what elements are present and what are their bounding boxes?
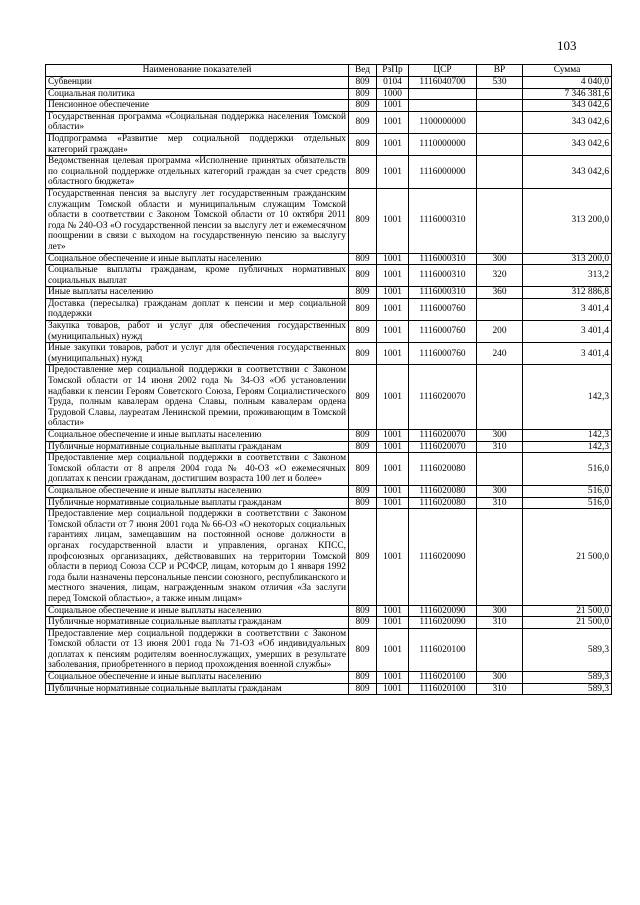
cell-rzpr: 1001 xyxy=(377,343,409,365)
table-row xyxy=(46,497,612,509)
header-ved: Вед xyxy=(349,65,377,77)
table-row xyxy=(46,88,612,100)
cell-ved: 809 xyxy=(349,298,377,320)
table-row xyxy=(46,298,612,320)
cell-csr: 1116000310 xyxy=(409,265,477,287)
cell-vr: 310 xyxy=(477,683,523,695)
cell-ved: 809 xyxy=(349,485,377,497)
cell-name: Иные выплаты населению xyxy=(46,287,349,299)
cell-name: Публичные нормативные социальные выплаты гражданам xyxy=(46,617,349,629)
table-row xyxy=(46,617,612,629)
cell-sum: 312 886,8 xyxy=(523,287,612,299)
cell-ved: 809 xyxy=(349,430,377,442)
cell-name: Предоставление мер социальной поддержки в соответствии с Законом Томской области от 8 апреля 2004 года № 40-ОЗ «О ежемесячных доплатах к пенсии гражданам, достигшим возраста 100 лет и более» xyxy=(46,453,349,486)
cell-vr: 360 xyxy=(477,287,523,299)
cell-sum: 21 500,0 xyxy=(523,509,612,605)
cell-name: Пенсионное обеспечение xyxy=(46,100,349,112)
table-row xyxy=(46,111,612,133)
cell-rzpr: 1001 xyxy=(377,617,409,629)
cell-sum: 343 042,6 xyxy=(523,156,612,189)
cell-vr: 240 xyxy=(477,343,523,365)
cell-vr xyxy=(477,628,523,671)
cell-name: Публичные нормативные социальные выплаты гражданам xyxy=(46,497,349,509)
cell-csr: 1116020080 xyxy=(409,453,477,486)
cell-ved: 809 xyxy=(349,672,377,684)
header-vr: ВР xyxy=(477,65,523,77)
cell-sum: 343 042,6 xyxy=(523,111,612,133)
cell-rzpr: 0104 xyxy=(377,77,409,89)
cell-csr: 1116020080 xyxy=(409,485,477,497)
cell-csr: 1116020090 xyxy=(409,605,477,617)
cell-sum: 4 040,0 xyxy=(523,77,612,89)
cell-sum: 142,3 xyxy=(523,365,612,430)
cell-csr: 1116020100 xyxy=(409,628,477,671)
cell-csr: 1110000000 xyxy=(409,133,477,155)
cell-ved: 809 xyxy=(349,88,377,100)
cell-csr: 1116020090 xyxy=(409,509,477,605)
cell-vr xyxy=(477,365,523,430)
cell-rzpr: 1001 xyxy=(377,265,409,287)
cell-ved: 809 xyxy=(349,343,377,365)
table-row xyxy=(46,485,612,497)
cell-name: Социальные выплаты гражданам, кроме публичных нормативных социальных выплат xyxy=(46,265,349,287)
cell-csr: 1116000760 xyxy=(409,321,477,343)
cell-name: Предоставление мер социальной поддержки в соответствии с Законом Томской области от 14 июня 2002 года № 34-ОЗ «Об установлении надбавки к пенсии Героям Советского Союза, Героям Социалистического Труда, полным кавалерам ордена Славы, полным кавалерам ордена Трудовой Славы, лауреатам Ленинской премии, проживающим в Томской области» xyxy=(46,365,349,430)
cell-vr: 310 xyxy=(477,497,523,509)
cell-sum: 3 401,4 xyxy=(523,298,612,320)
cell-ved: 809 xyxy=(349,321,377,343)
cell-ved: 809 xyxy=(349,365,377,430)
cell-vr: 300 xyxy=(477,253,523,265)
cell-rzpr: 1001 xyxy=(377,253,409,265)
table-row xyxy=(46,287,612,299)
cell-name: Доставка (пересылка) гражданам доплат к пенсии и мер социальной поддержки xyxy=(46,298,349,320)
table-row xyxy=(46,343,612,365)
cell-rzpr: 1001 xyxy=(377,497,409,509)
budget-table xyxy=(45,64,612,695)
cell-sum: 7 346 381,6 xyxy=(523,88,612,100)
cell-csr: 1116020070 xyxy=(409,365,477,430)
cell-name: Субвенции xyxy=(46,77,349,89)
cell-vr xyxy=(477,188,523,253)
table-row xyxy=(46,188,612,253)
cell-rzpr: 1001 xyxy=(377,156,409,189)
cell-ved: 809 xyxy=(349,441,377,453)
cell-sum: 589,3 xyxy=(523,672,612,684)
table-row xyxy=(46,509,612,605)
cell-name: Публичные нормативные социальные выплаты гражданам xyxy=(46,683,349,695)
cell-vr: 300 xyxy=(477,605,523,617)
cell-rzpr: 1001 xyxy=(377,628,409,671)
cell-ved: 809 xyxy=(349,133,377,155)
cell-vr: 200 xyxy=(477,321,523,343)
cell-vr: 300 xyxy=(477,485,523,497)
cell-sum: 343 042,6 xyxy=(523,100,612,112)
cell-csr: 1116000000 xyxy=(409,156,477,189)
cell-ved: 809 xyxy=(349,605,377,617)
cell-vr: 310 xyxy=(477,617,523,629)
cell-vr: 530 xyxy=(477,77,523,89)
table-row xyxy=(46,605,612,617)
cell-csr: 1116020070 xyxy=(409,430,477,442)
cell-csr: 1116020080 xyxy=(409,497,477,509)
cell-name: Публичные нормативные социальные выплаты гражданам xyxy=(46,441,349,453)
cell-csr xyxy=(409,88,477,100)
cell-rzpr: 1001 xyxy=(377,100,409,112)
cell-vr xyxy=(477,298,523,320)
cell-sum: 3 401,4 xyxy=(523,343,612,365)
cell-rzpr: 1001 xyxy=(377,298,409,320)
cell-sum: 516,0 xyxy=(523,485,612,497)
cell-name: Иные закупки товаров, работ и услуг для обеспечения государственных (муниципальных) нужд xyxy=(46,343,349,365)
cell-vr xyxy=(477,156,523,189)
cell-sum: 343 042,6 xyxy=(523,133,612,155)
cell-rzpr: 1001 xyxy=(377,133,409,155)
header-csr: ЦСР xyxy=(409,65,477,77)
cell-rzpr: 1001 xyxy=(377,605,409,617)
cell-name: Социальное обеспечение и иные выплаты населению xyxy=(46,605,349,617)
cell-sum: 516,0 xyxy=(523,453,612,486)
cell-csr: 1100000000 xyxy=(409,111,477,133)
table-row xyxy=(46,453,612,486)
cell-sum: 313 200,0 xyxy=(523,253,612,265)
table-row xyxy=(46,133,612,155)
cell-rzpr: 1001 xyxy=(377,453,409,486)
cell-sum: 589,3 xyxy=(523,628,612,671)
header-rzpr: РзПр xyxy=(377,65,409,77)
cell-vr: 310 xyxy=(477,441,523,453)
cell-rzpr: 1001 xyxy=(377,321,409,343)
cell-sum: 313,2 xyxy=(523,265,612,287)
table-row xyxy=(46,253,612,265)
cell-ved: 809 xyxy=(349,683,377,695)
cell-vr xyxy=(477,509,523,605)
cell-csr: 1116020090 xyxy=(409,617,477,629)
table-row xyxy=(46,265,612,287)
cell-name: Государственная пенсия за выслугу лет государственным гражданским служащим Томской области и муниципальным служащим Томской области в соответствии с Законом Томской области от 10 октября 2011 года № 240-ОЗ «О государственной пенсии за выслугу лет и ежемесячном поощрении в связи с выходом на государственную пенсию за выслугу лет» xyxy=(46,188,349,253)
cell-name: Социальное обеспечение и иные выплаты населению xyxy=(46,485,349,497)
cell-ved: 809 xyxy=(349,111,377,133)
cell-ved: 809 xyxy=(349,509,377,605)
table-row xyxy=(46,628,612,671)
header-name: Наименование показателей xyxy=(46,65,349,77)
table-header-row xyxy=(46,65,612,77)
cell-sum: 142,3 xyxy=(523,430,612,442)
cell-rzpr: 1001 xyxy=(377,188,409,253)
cell-rzpr: 1000 xyxy=(377,88,409,100)
cell-ved: 809 xyxy=(349,497,377,509)
cell-sum: 313 200,0 xyxy=(523,188,612,253)
cell-ved: 809 xyxy=(349,453,377,486)
table-row xyxy=(46,156,612,189)
page-number: 103 xyxy=(557,38,577,53)
table-row xyxy=(46,365,612,430)
cell-csr: 1116020100 xyxy=(409,672,477,684)
cell-name: Социальная политика xyxy=(46,88,349,100)
cell-name: Социальное обеспечение и иные выплаты населению xyxy=(46,430,349,442)
cell-csr: 1116020100 xyxy=(409,683,477,695)
cell-sum: 21 500,0 xyxy=(523,617,612,629)
cell-vr xyxy=(477,88,523,100)
cell-name: Ведомственная целевая программа «Исполнение принятых обязательств по социальной поддержке отдельных категорий граждан за счет средств областного бюджета» xyxy=(46,156,349,189)
cell-csr xyxy=(409,100,477,112)
cell-csr: 1116000310 xyxy=(409,253,477,265)
cell-rzpr: 1001 xyxy=(377,287,409,299)
cell-sum: 589,3 xyxy=(523,683,612,695)
cell-vr: 300 xyxy=(477,430,523,442)
cell-sum: 516,0 xyxy=(523,497,612,509)
cell-vr: 320 xyxy=(477,265,523,287)
cell-ved: 809 xyxy=(349,287,377,299)
table-row xyxy=(46,683,612,695)
cell-rzpr: 1001 xyxy=(377,441,409,453)
cell-rzpr: 1001 xyxy=(377,365,409,430)
cell-csr: 1116020070 xyxy=(409,441,477,453)
cell-ved: 809 xyxy=(349,253,377,265)
cell-vr xyxy=(477,453,523,486)
cell-name: Социальное обеспечение и иные выплаты населению xyxy=(46,253,349,265)
cell-name: Социальное обеспечение и иные выплаты населению xyxy=(46,672,349,684)
cell-rzpr: 1001 xyxy=(377,111,409,133)
cell-rzpr: 1001 xyxy=(377,430,409,442)
table-row xyxy=(46,672,612,684)
cell-ved: 809 xyxy=(349,77,377,89)
cell-ved: 809 xyxy=(349,617,377,629)
cell-csr: 1116000760 xyxy=(409,298,477,320)
cell-vr: 300 xyxy=(477,672,523,684)
cell-rzpr: 1001 xyxy=(377,485,409,497)
cell-name: Предоставление мер социальной поддержки в соответствии с Законом Томской области от 13 июня 2001 года № 71-ОЗ «Об индивидуальных доплатах к пенсиям родителям военнослужащих, умерших в результате заболевания, приобретенного в период прохождения военной службы» xyxy=(46,628,349,671)
cell-name: Государственная программа «Социальная поддержка населения Томской области» xyxy=(46,111,349,133)
cell-name: Подпрограмма «Развитие мер социальной поддержки отдельных категорий граждан» xyxy=(46,133,349,155)
cell-sum: 142,3 xyxy=(523,441,612,453)
cell-csr: 1116000310 xyxy=(409,188,477,253)
cell-sum: 3 401,4 xyxy=(523,321,612,343)
table-row xyxy=(46,430,612,442)
cell-sum: 21 500,0 xyxy=(523,605,612,617)
cell-rzpr: 1001 xyxy=(377,509,409,605)
cell-rzpr: 1001 xyxy=(377,672,409,684)
cell-ved: 809 xyxy=(349,628,377,671)
cell-csr: 1116040700 xyxy=(409,77,477,89)
header-sum: Сумма xyxy=(523,65,612,77)
table-row xyxy=(46,321,612,343)
cell-name: Закупка товаров, работ и услуг для обеспечения государственных (муниципальных) нужд xyxy=(46,321,349,343)
cell-name: Предоставление мер социальной поддержки в соответствии с Законом Томской области от 7 июня 2001 года № 66-ОЗ «О некоторых социальных гарантиях лицам, замещавшим на постоянной основе должности в органах государственной власти и управления, органах КПСС, профсоюзных организациях, действовавших на территории Томской области в период Союза ССР и РСФСР, лицам, которым до 1 января 1992 года были назначены персональные пенсии союзного, республиканского и местного значения, лицам, награжденным знаком отличия «За заслуги перед Томской областью», а также иным лицам» xyxy=(46,509,349,605)
table-row xyxy=(46,77,612,89)
cell-ved: 809 xyxy=(349,265,377,287)
cell-vr xyxy=(477,111,523,133)
cell-rzpr: 1001 xyxy=(377,683,409,695)
cell-vr xyxy=(477,133,523,155)
cell-ved: 809 xyxy=(349,156,377,189)
table-row xyxy=(46,441,612,453)
cell-ved: 809 xyxy=(349,100,377,112)
cell-ved: 809 xyxy=(349,188,377,253)
cell-vr xyxy=(477,100,523,112)
cell-csr: 1116000760 xyxy=(409,343,477,365)
cell-csr: 1116000310 xyxy=(409,287,477,299)
table-row xyxy=(46,100,612,112)
